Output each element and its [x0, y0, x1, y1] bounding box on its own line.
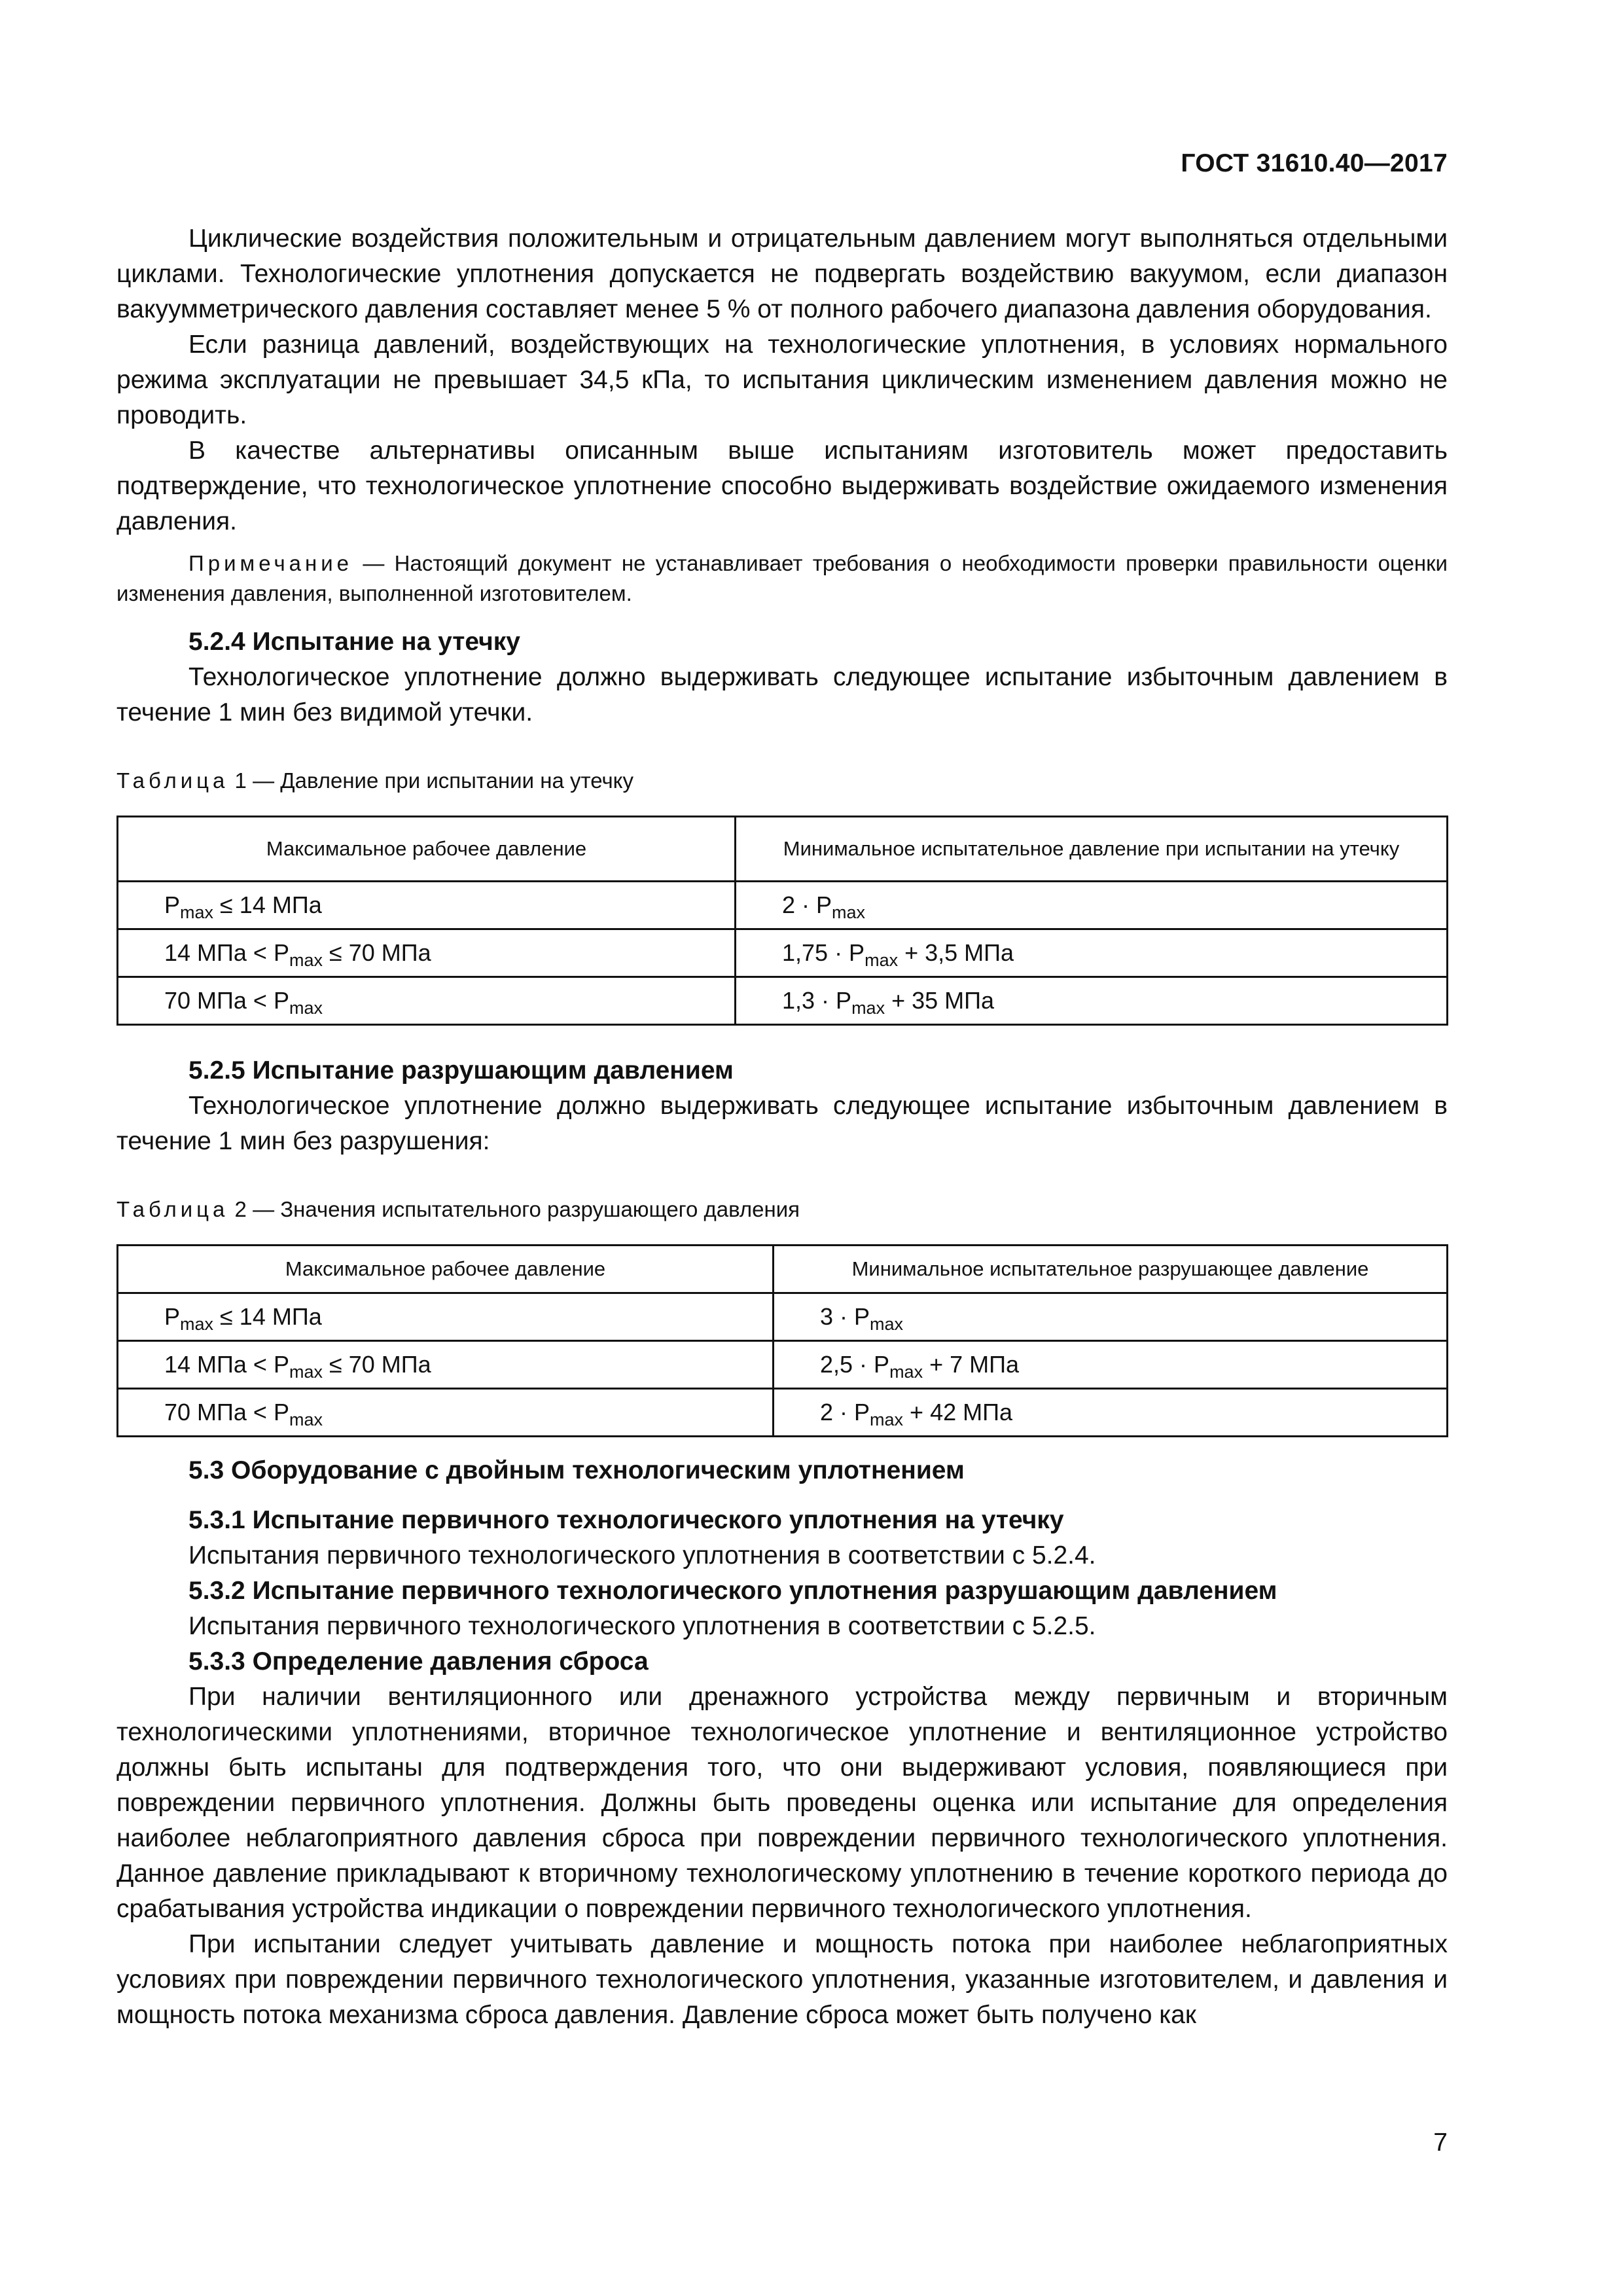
- page-number: 7: [1433, 2128, 1448, 2157]
- paragraph-5-2-5: Технологическое уплотнение должно выдерживать следующее испытание избыточным давлением в течение 1 мин без разрушения:: [116, 1092, 1448, 1155]
- table1-caption-label: Таблица: [116, 768, 229, 793]
- table2-caption-text: 2 — Значения испытательного разрушающего давления: [228, 1197, 800, 1221]
- note-text: — Настоящий документ не устанавливает требования о необходимости проверки правильности оценки изменения давления, выполненной изготовителем.: [116, 551, 1448, 605]
- document-page: [116, 0, 1448, 2296]
- table1-header-max-working-pressure: Максимальное рабочее давление: [118, 817, 736, 882]
- table2-cell: $2 \cdot P_{max} + 42$ МПа: [774, 1389, 1448, 1437]
- table1-cell: $1,3 \cdot P_{max} + 35$ МПа: [736, 977, 1448, 1025]
- table1-header-row: [118, 817, 1448, 882]
- table2-header-min-burst-pressure: Минимальное испытательное разрушающее давление: [774, 1246, 1448, 1293]
- table2-caption-label: Таблица: [116, 1197, 229, 1221]
- heading-5-3: 5.3 Оборудование с двойным технологическим уплотнением: [188, 1456, 965, 1484]
- table-row: [118, 1293, 1448, 1341]
- table2-header-max-working-pressure: Максимальное рабочее давление: [118, 1246, 774, 1293]
- table-burst-test-pressure: [116, 1244, 1448, 1437]
- table1-cell: 70 МПа < $P_{max}$: [118, 977, 736, 1025]
- table1-cell: 14 МПа < $P_{max} \le 70$ МПа: [118, 929, 736, 977]
- table-row: [118, 1389, 1448, 1437]
- paragraph-5-3-3-vent: При наличии вентиляционного или дренажного устройства между первичным и вторичным технологическими уплотнениями, вторичное технологическое уплотнение и вентиляционное устройство должны быть испытаны для подтверждения того, что они выдерживают условия, появляющиеся при повреждении первичного уплотнения. Должны быть проведены оценка или испытание для определения наиболее неблагоприятного давления сброса при повреждении первичного технологического уплотнения. Данное давление прикладывают к вторичному технологическому уплотнению в течение короткого периода до срабатывания устройства индикации о повреждении первичного технологического уплотнения.: [116, 1683, 1448, 1923]
- table2-cell: $2,5 \cdot P_{max} + 7$ МПа: [774, 1341, 1448, 1389]
- table-row: [118, 1341, 1448, 1389]
- heading-5-3-1: 5.3.1 Испытание первичного технологического уплотнения на утечку: [188, 1506, 1064, 1534]
- table2-cell: $P_{max} \le 14$ МПа: [118, 1293, 774, 1341]
- table1-header-min-test-pressure: Минимальное испытательное давление при испытании на утечку: [736, 817, 1448, 882]
- heading-5-3-2: 5.3.2 Испытание первичного технологического уплотнения разрушающим давлением: [188, 1577, 1277, 1605]
- table2-cell: 14 МПа < $P_{max} \le 70$ МПа: [118, 1341, 774, 1389]
- table1-caption-text: 1 — Давление при испытании на утечку: [228, 768, 633, 793]
- note-label: Примечание: [188, 551, 353, 575]
- table-row: [118, 929, 1448, 977]
- heading-5-2-5: 5.2.5 Испытание разрушающим давлением: [188, 1056, 734, 1085]
- table2-caption: [116, 1194, 1448, 1225]
- paragraph-alternative-confirmation: В качестве альтернативы описанным выше испытаниям изготовитель может предоставить подтверждение, что технологическое уплотнение способно выдерживать воздействие ожидаемого изменения давления.: [116, 437, 1448, 535]
- heading-5-3-3: 5.3.3 Определение давления сброса: [188, 1647, 649, 1676]
- paragraph-5-2-4: Технологическое уплотнение должно выдерживать следующее испытание избыточным давлением в течение 1 мин без видимой утечки.: [116, 663, 1448, 726]
- table1-cell: $P_{max} \le 14$ МПа: [118, 882, 736, 929]
- table-row: [118, 977, 1448, 1025]
- table-leak-test-pressure: [116, 816, 1448, 1026]
- paragraph-pressure-difference: Если разница давлений, воздействующих на технологические уплотнения, в условиях нормального режима эксплуатации не превышает 34,5 кПа, то испытания циклическим изменением давления можно не проводить.: [116, 331, 1448, 429]
- paragraph-cyclic-effects: Циклические воздействия положительным и отрицательным давлением могут выполняться отдельными циклами. Технологические уплотнения допускается не подвергать воздействию вакуумом, если диапазон вакуумметрического давления составляет менее 5 % от полного рабочего диапазона давления оборудования.: [116, 224, 1448, 323]
- table2-cell: 70 МПа < $P_{max}$: [118, 1389, 774, 1437]
- paragraph-5-3-2: Испытания первичного технологического уплотнения в соответствии с 5.2.5.: [188, 1612, 1096, 1640]
- table1-caption: [116, 766, 1448, 796]
- table2-header-row: [118, 1246, 1448, 1293]
- table-row: [118, 882, 1448, 929]
- paragraph-5-3-1: Испытания первичного технологического уплотнения в соответствии с 5.2.4.: [188, 1541, 1096, 1570]
- table2-cell: $3 \cdot P_{max}$: [774, 1293, 1448, 1341]
- document-header: ГОСТ 31610.40—2017: [1181, 149, 1448, 177]
- note-block: [116, 548, 1448, 609]
- document-body: [116, 221, 1448, 2033]
- heading-5-2-4: 5.2.4 Испытание на утечку: [188, 628, 520, 656]
- paragraph-5-3-3-test: При испытании следует учитывать давление и мощность потока при наиболее неблагоприятных условиях при повреждении первичного технологического уплотнения, указанные изготовителем, и давления и мощность потока механизма сброса давления. Давление сброса может быть получено как: [116, 1930, 1448, 2029]
- table1-cell: $1,75 \cdot P_{max} + 3,5$ МПа: [736, 929, 1448, 977]
- table1-cell: $2 \cdot P_{max}$: [736, 882, 1448, 929]
